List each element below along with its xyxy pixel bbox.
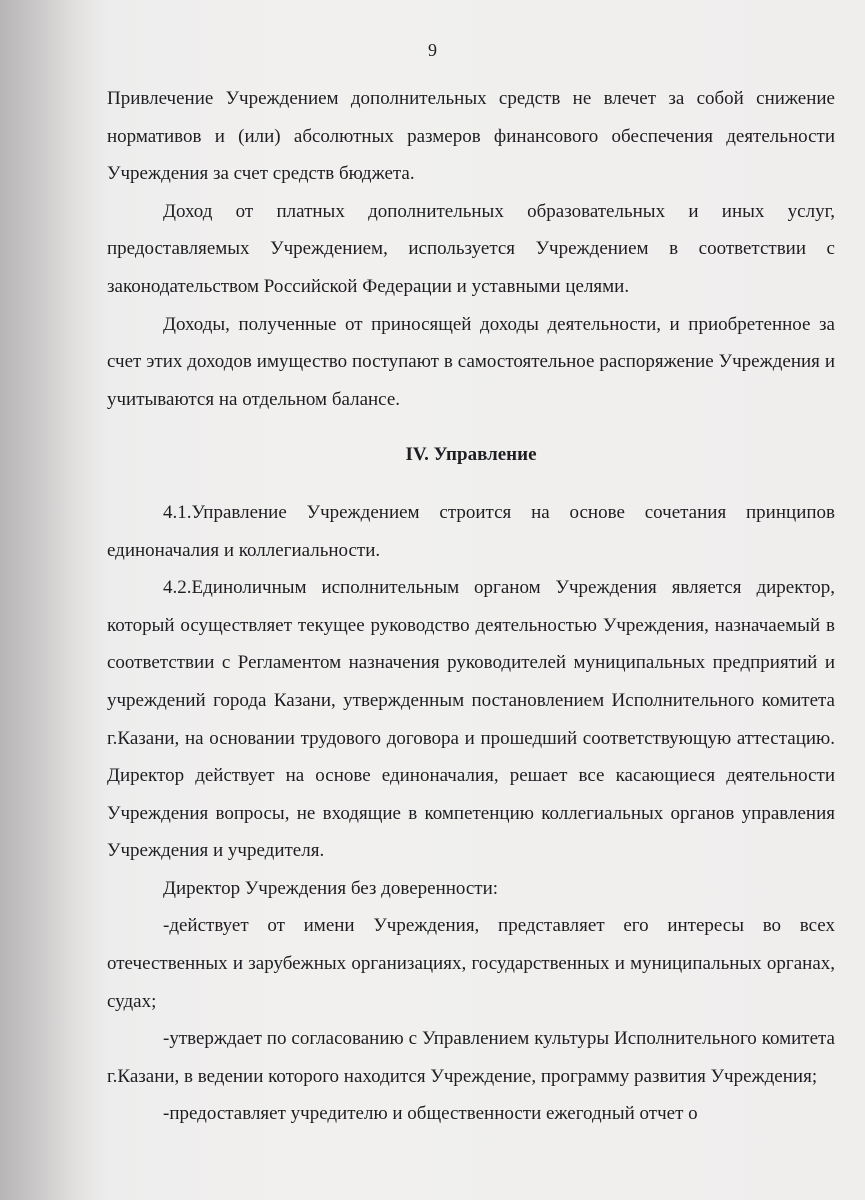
page-number: 9	[428, 40, 437, 60]
paragraph: -действует от имени Учреждения, представляет его интересы во всех отечественных и зарубежных организациях, государственных и муниципальных органах, судах;	[107, 915, 835, 1012]
paragraph: 4.2.Единоличным исполнительным органом Учреждения является директор, который осуществляет текущее руководство деятельностью Учреждения, назначаемый в соответствии с Регламентом назначения руководителей муниципальных предприятий и учреждений города Казани, утвержденным постановлением Исполнительного комитета г.Казани, на основании трудового договора и прошедший соответствующую аттестацию. Директор действует на основе единоначалия, решает все касающиеся деятельности Учреждения вопросы, не входящие в компетенцию коллегиальных органов управления Учреждения и учредителя.	[107, 577, 835, 862]
paragraph: 4.1.Управление Учреждением строится на основе сочетания принципов единоначалия и коллегиальности.	[107, 501, 835, 561]
paragraph: Доходы, полученные от приносящей доходы деятельности, и приобретенное за счет этих доходов имущество поступают в самостоятельное распоряжение Учреждения и учитываются на отдельном балансе.	[107, 313, 835, 410]
paragraph: -предоставляет учредителю и общественности ежегодный отчет о	[163, 1103, 698, 1125]
paragraph: Доход от платных дополнительных образовательных и иных услуг, предоставляемых Учреждением, используется Учреждением в соответствии с законодательством Российской Федерации и уставными целями.	[107, 200, 835, 297]
binding-shadow	[0, 0, 100, 1200]
document-body	[107, 80, 835, 1133]
paragraph: -утверждает по согласованию с Управлением культуры Исполнительного комитета г.Казани, в ведении которого находится Учреждение, программу развития Учреждения;	[107, 1028, 835, 1087]
paragraph: Директор Учреждения без доверенности:	[163, 877, 499, 899]
paragraph: Привлечение Учреждением дополнительных средств не влечет за собой снижение нормативов и (или) абсолютных размеров финансового обеспечения деятельности Учреждения за счет средств бюджета.	[107, 88, 835, 185]
section-heading: IV. Управление	[405, 444, 537, 466]
